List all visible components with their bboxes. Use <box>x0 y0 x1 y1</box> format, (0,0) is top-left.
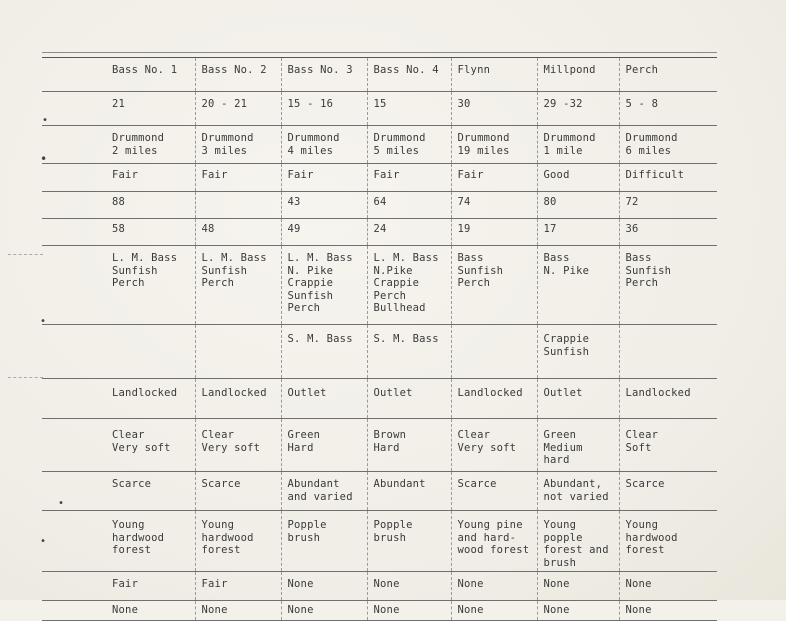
table-cell: Scarce <box>619 472 717 511</box>
table-cell: 5 - 8 <box>619 92 717 126</box>
table-row <box>42 572 717 601</box>
table-cell: Green Hard <box>281 419 367 472</box>
table-cell: Drummond 1 mile <box>537 126 619 164</box>
table-cell: 30 <box>451 92 537 126</box>
table-cell: 74 <box>451 192 537 219</box>
lake-survey-table <box>42 57 717 621</box>
margin-rule <box>8 254 43 255</box>
table-cell: L. M. Bass N. Pike Crappie Sunfish Perch <box>281 246 367 325</box>
table-cell: Abundant, not varied <box>537 472 619 511</box>
table-cell: None <box>42 601 195 621</box>
table-cell <box>195 192 281 219</box>
table-cell: Scarce <box>451 472 537 511</box>
table-cell: Landlocked <box>42 379 195 419</box>
margin-bullet: • <box>40 536 47 547</box>
table-cell: None <box>281 601 367 621</box>
table-cell: None <box>537 572 619 601</box>
table-cell: Outlet <box>367 379 451 419</box>
table-cell: 72 <box>619 192 717 219</box>
table-row <box>42 126 717 164</box>
table-cell: Bass Sunfish Perch <box>451 246 537 325</box>
margin-rule <box>8 377 43 378</box>
table-cell: Bass No. 4 <box>367 58 451 92</box>
table-row <box>42 246 717 325</box>
table-cell: None <box>537 601 619 621</box>
table-row <box>42 325 717 379</box>
table-cell: Young popple forest and brush <box>537 511 619 572</box>
table-cell: None <box>451 572 537 601</box>
table-cell: 88 <box>42 192 195 219</box>
table-cell: 36 <box>619 219 717 246</box>
table-cell: 48 <box>195 219 281 246</box>
table-cell: Landlocked <box>451 379 537 419</box>
table-cell: None <box>451 601 537 621</box>
table-cell: Fair <box>451 164 537 192</box>
table-cell: Drummond 2 miles <box>42 126 195 164</box>
table-cell: Bass Sunfish Perch <box>619 246 717 325</box>
table-row <box>42 379 717 419</box>
table-cell: 24 <box>367 219 451 246</box>
table-cell: 49 <box>281 219 367 246</box>
table-cell: Bass No. 2 <box>195 58 281 92</box>
table-cell: 15 <box>367 92 451 126</box>
table-cell: Fair <box>42 164 195 192</box>
table-cell: Clear Very soft <box>451 419 537 472</box>
table-cell: Difficult <box>619 164 717 192</box>
table-cell: Young hardwood forest <box>42 511 195 572</box>
table-cell: Clear Very soft <box>195 419 281 472</box>
table-row <box>42 511 717 572</box>
table-cell: 20 - 21 <box>195 92 281 126</box>
table-cell: Clear Soft <box>619 419 717 472</box>
table-cell: Clear Very soft <box>42 419 195 472</box>
table-cell: S. M. Bass <box>281 325 367 379</box>
table-cell: Fair <box>281 164 367 192</box>
table-cell: Green Medium hard <box>537 419 619 472</box>
table-row <box>42 419 717 472</box>
table-cell: 58 <box>42 219 195 246</box>
table-cell: Popple brush <box>367 511 451 572</box>
table-cell: Outlet <box>537 379 619 419</box>
table-cell <box>619 325 717 379</box>
top-rule <box>42 52 717 53</box>
table-cell: None <box>367 601 451 621</box>
table-cell: L. M. Bass Sunfish Perch <box>42 246 195 325</box>
table-cell: Popple brush <box>281 511 367 572</box>
margin-bullet: • <box>42 115 49 126</box>
table-cell: S. M. Bass <box>367 325 451 379</box>
table-cell: Drummond 19 miles <box>451 126 537 164</box>
table-cell: Good <box>537 164 619 192</box>
margin-bullet: • <box>58 498 65 509</box>
table-cell: Flynn <box>451 58 537 92</box>
table-cell: 80 <box>537 192 619 219</box>
table-cell: Scarce <box>42 472 195 511</box>
table-cell: None <box>367 572 451 601</box>
table-cell <box>195 325 281 379</box>
table-cell: Young hardwood forest <box>195 511 281 572</box>
table-cell: Young pine and hard- wood forest <box>451 511 537 572</box>
table-cell: Drummond 4 miles <box>281 126 367 164</box>
table-cell: 64 <box>367 192 451 219</box>
table-cell: L. M. Bass N.Pike Crappie Perch Bullhead <box>367 246 451 325</box>
table-cell: None <box>281 572 367 601</box>
table-cell: Fair <box>195 572 281 601</box>
table-cell: 19 <box>451 219 537 246</box>
table-cell: Crappie Sunfish <box>537 325 619 379</box>
margin-bullet: • <box>40 316 47 327</box>
table-cell: 17 <box>537 219 619 246</box>
table-cell: Bass No. 3 <box>281 58 367 92</box>
table-cell: Abundant and varied <box>281 472 367 511</box>
table-cell: Brown Hard <box>367 419 451 472</box>
table-cell: Millpond <box>537 58 619 92</box>
table-cell: None <box>619 572 717 601</box>
table-cell: Landlocked <box>619 379 717 419</box>
table-row <box>42 164 717 192</box>
table-cell: 29 -32 <box>537 92 619 126</box>
table-cell: Bass N. Pike <box>537 246 619 325</box>
table-row <box>42 192 717 219</box>
table-row <box>42 601 717 621</box>
table-cell: Young hardwood forest <box>619 511 717 572</box>
table-cell: Drummond 3 miles <box>195 126 281 164</box>
table-cell: Fair <box>195 164 281 192</box>
table-row <box>42 219 717 246</box>
table-cell <box>42 325 195 379</box>
table-row <box>42 92 717 126</box>
table-cell: Drummond 5 miles <box>367 126 451 164</box>
table-cell: Perch <box>619 58 717 92</box>
table-row <box>42 58 717 92</box>
table-cell: Bass No. 1 <box>42 58 195 92</box>
table-cell: Scarce <box>195 472 281 511</box>
table-cell: Outlet <box>281 379 367 419</box>
table-row <box>42 472 717 511</box>
table-cell: L. M. Bass Sunfish Perch <box>195 246 281 325</box>
table-cell: None <box>619 601 717 621</box>
table-cell: Landlocked <box>195 379 281 419</box>
table-cell: 43 <box>281 192 367 219</box>
table-cell: None <box>195 601 281 621</box>
table-cell: Fair <box>42 572 195 601</box>
table-cell: Drummond 6 miles <box>619 126 717 164</box>
table-cell: Fair <box>367 164 451 192</box>
table-cell: Abundant <box>367 472 451 511</box>
table-cell <box>451 325 537 379</box>
table-cell: 15 - 16 <box>281 92 367 126</box>
margin-bullet: • <box>40 152 48 166</box>
table-cell: 21 <box>42 92 195 126</box>
